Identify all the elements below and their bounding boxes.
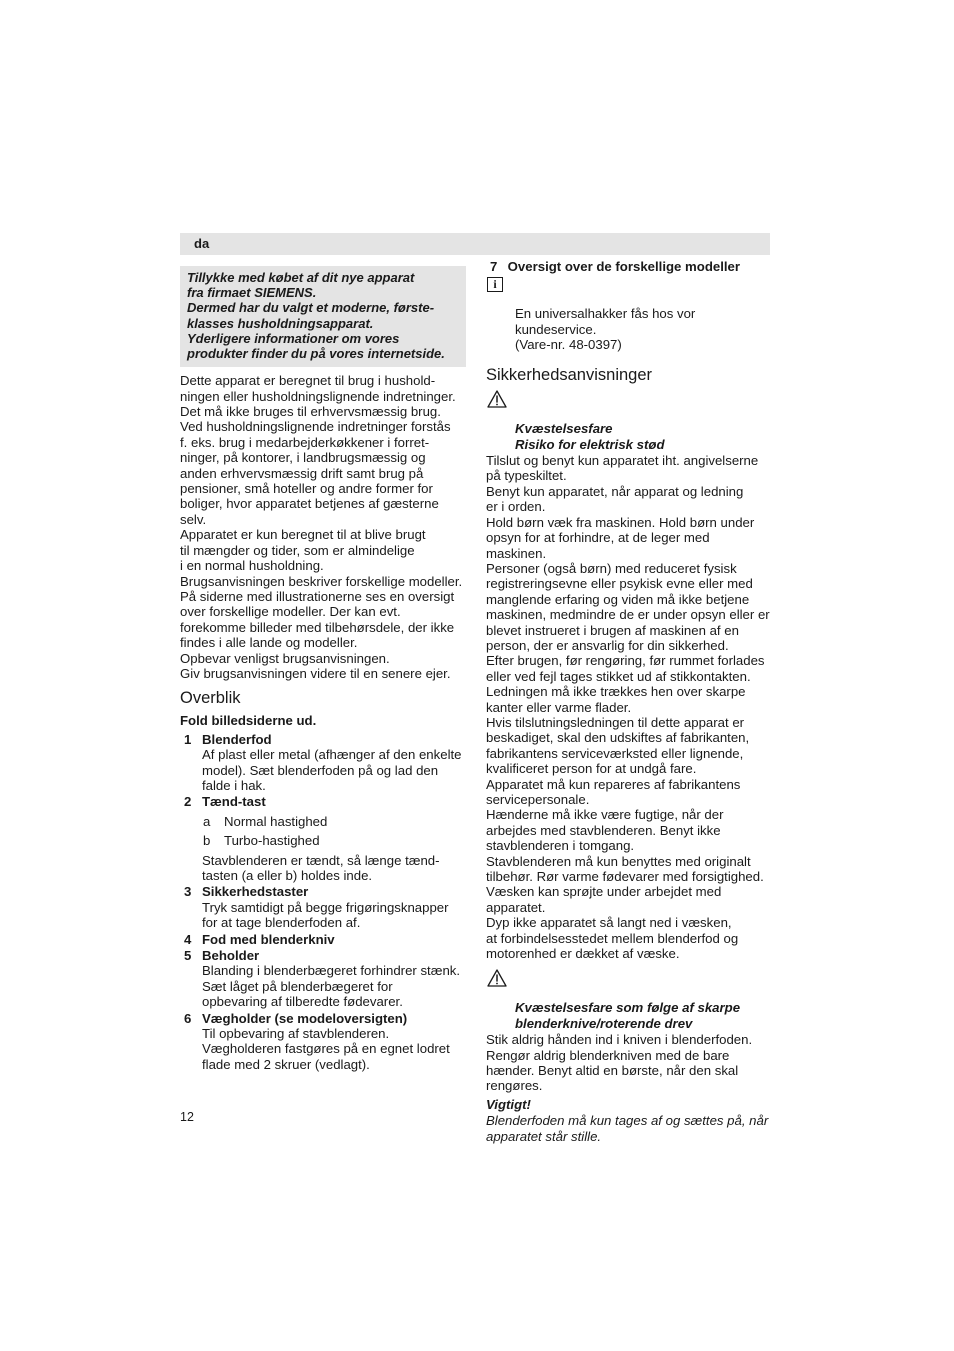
item-body: Til opbevaring af stavblenderen. Vægholderen fastgøres på en egnet lodret flade med 2 skruer (vedlagt). — [202, 1026, 450, 1072]
item-number: 6 — [184, 1010, 192, 1026]
item-body: Tryk samtidigt på begge frigøringsknapper for at tage blenderfoden af. — [202, 899, 449, 931]
item-title: Sikkerhedstaster — [202, 884, 309, 900]
sub-item-letter: a — [203, 813, 211, 829]
item-body: Af plast eller metal (afhænger af den enkelte model). Sæt blenderfoden på og lad den falde i hak. — [202, 747, 462, 793]
warning-electric — [486, 390, 776, 452]
safety-text: Tilslut og benyt kun apparatet iht. angivelserne på typeskiltet. Benyt kun apparatet, når apparat og ledning er i orden. Hold børn væk fra maskinen. Hold børn under opsyn for at forhindre, at de leger med maskinen. Personer (også børn) med reduceret fysisk registreringsevne eller psykisk evne eller med manglende erfaring og viden må ikke betjene maskinen, medmindre de er under opsyn eller er blevet instrueret i brugen af maskinen af en person, der er ansvarlig for din sikkerhed. Efter brugen, før rengøring, før rummet forlades eller ved fejl tages stikket ud af stikkontakten. Ledningen må ikke trækkes hen over skarpe kanter eller varme flader. Hvis tilslutningsledningen til dette apparat er beskadiget, skal den udskiftes af fabrikanten, fabrikantens serviceværksted eller lignende, kvalificeret person for at undgå fare. Apparatet må kun repareres af fabrikantens servicepersonale. Hænderne må ikke være fugtige, når der arbejdes med stavblenderen. Benyt ikke stavblenderen i tomgang. Stavblenderen må kun benyttes med originalt tilbehør. Rør varme fødevarer med forsigtighed. Væsken kan sprøjte under arbejdet med apparatet. Dyp ikke apparatet så langt ned i væsken, at forbindelsesstedet mellem blenderfod og motorenhed er dækket af væske. — [486, 453, 770, 962]
sub-item-text: Normal hastighed — [224, 813, 328, 829]
language-bar — [180, 233, 770, 255]
safety-heading: Sikkerhedsanvisninger — [486, 366, 653, 385]
warning-text: Kvæstelsesfare Risiko for elektrisk stød — [515, 421, 665, 452]
important-title: Vigtigt! — [486, 1096, 531, 1112]
models-heading — [486, 259, 776, 274]
sub-item-letter: b — [203, 833, 211, 849]
right-column — [486, 259, 776, 1144]
item-number: 3 — [184, 884, 192, 900]
intro-line: fra firmaet SIEMENS. — [187, 285, 317, 301]
overview-item — [180, 1011, 466, 1073]
safety-text: Stik aldrig hånden ind i kniven i blenderfoden. Rengør aldrig blenderkniven med de bare hænder. Benyt altid en børste, når den skal rengøres. — [486, 1032, 753, 1094]
item-title: Tænd-tast — [202, 794, 266, 810]
overview-item — [180, 948, 466, 1010]
overview-item — [180, 884, 466, 930]
sub-item — [180, 833, 466, 848]
overview-item — [180, 794, 466, 809]
item-title: Beholder — [202, 948, 260, 964]
info-note — [486, 275, 776, 352]
sub-item-text: Turbo-hastighed — [224, 833, 320, 849]
overview-subheading: Fold billedsiderne ud. — [180, 713, 317, 729]
overview-heading: Overblik — [180, 689, 241, 708]
item-title: Vægholder (se modeloversigten) — [202, 1010, 408, 1026]
intro-line: Tillykke med købet af dit nye apparat — [187, 270, 415, 285]
intro-line: produkter finder du på vores internetside. — [187, 346, 445, 362]
item-title: Fod med blenderkniv — [202, 931, 335, 947]
info-note-text: En universalhakker fås hos vor kundeservice. (Vare-nr. 48-0397) — [515, 306, 696, 353]
warning-triangle-icon — [487, 390, 507, 408]
item-body: Blanding i blenderbægeret forhindrer stænk. Sæt låget på blenderbægeret for opbevaring af tilberedte fødevarer. — [202, 963, 461, 1010]
usage-paragraph: Brugsanvisningen beskriver forskellige modeller. På siderne med illustrationerne ses en oversigt over forskellige modeller. Der kan evt. forekomme billeder med tilbehørsdele, der ikke findes i alle lande og modeller. — [180, 573, 463, 651]
warning-text: Kvæstelsesfare som følge af skarpe blenderknive/roterende drev — [515, 1000, 741, 1031]
intro-box — [180, 266, 466, 367]
intro-line: Yderligere informationer om vores — [187, 330, 400, 346]
important-text: Blenderfoden må kun tages af og sættes på, når apparatet står stille. — [486, 1113, 769, 1144]
item-title: Blenderfod — [202, 731, 272, 747]
info-icon: i — [487, 277, 503, 292]
item-number: 2 — [184, 794, 192, 810]
left-column — [180, 266, 466, 1073]
usage-paragraph: Apparatet er kun beregnet til at blive brugt til mængder og tider, som er almindelige i en normal husholdning. — [180, 527, 426, 574]
item-number: 4 — [184, 931, 192, 947]
item-body: Stavblenderen er tændt, så længe tænd- tasten (a eller b) holdes inde. — [202, 852, 440, 883]
sub-item — [180, 814, 466, 829]
item-number: 1 — [184, 731, 192, 747]
intro-line: Dermed har du valgt et moderne, første- — [187, 300, 435, 316]
warning-blades — [486, 969, 776, 1031]
item-number: 5 — [184, 948, 192, 964]
language-code: da — [194, 236, 210, 251]
intro-line: klasses husholdningsapparat. — [187, 315, 374, 331]
models-number: 7 — [490, 259, 498, 274]
usage-paragraph: Dette apparat er beregnet til brug i hushold- ningen eller husholdningslignende indretninger. Det må ikke bruges til erhvervsmæssig brug. Ved husholdningslignende indretninger forstås f. eks. brug i medarbejderkøkkener i forret- ninger, på kontorer, i landbrugsmæssig og anden erhvervsmæssig drift samt brug på pensioner, små hoteller og andre former for boliger, hvor apparatet betjenes af gæsterne selv. — [180, 373, 456, 527]
overview-item — [180, 932, 466, 947]
usage-paragraph: Opbevar venligst brugsanvisningen. Giv brugsanvisningen videre til en senere ejer. — [180, 650, 451, 681]
models-title: Oversigt over de forskellige modeller — [507, 259, 741, 274]
page-number: 12 — [180, 1110, 194, 1124]
overview-item — [180, 732, 466, 794]
warning-triangle-icon — [487, 969, 507, 987]
